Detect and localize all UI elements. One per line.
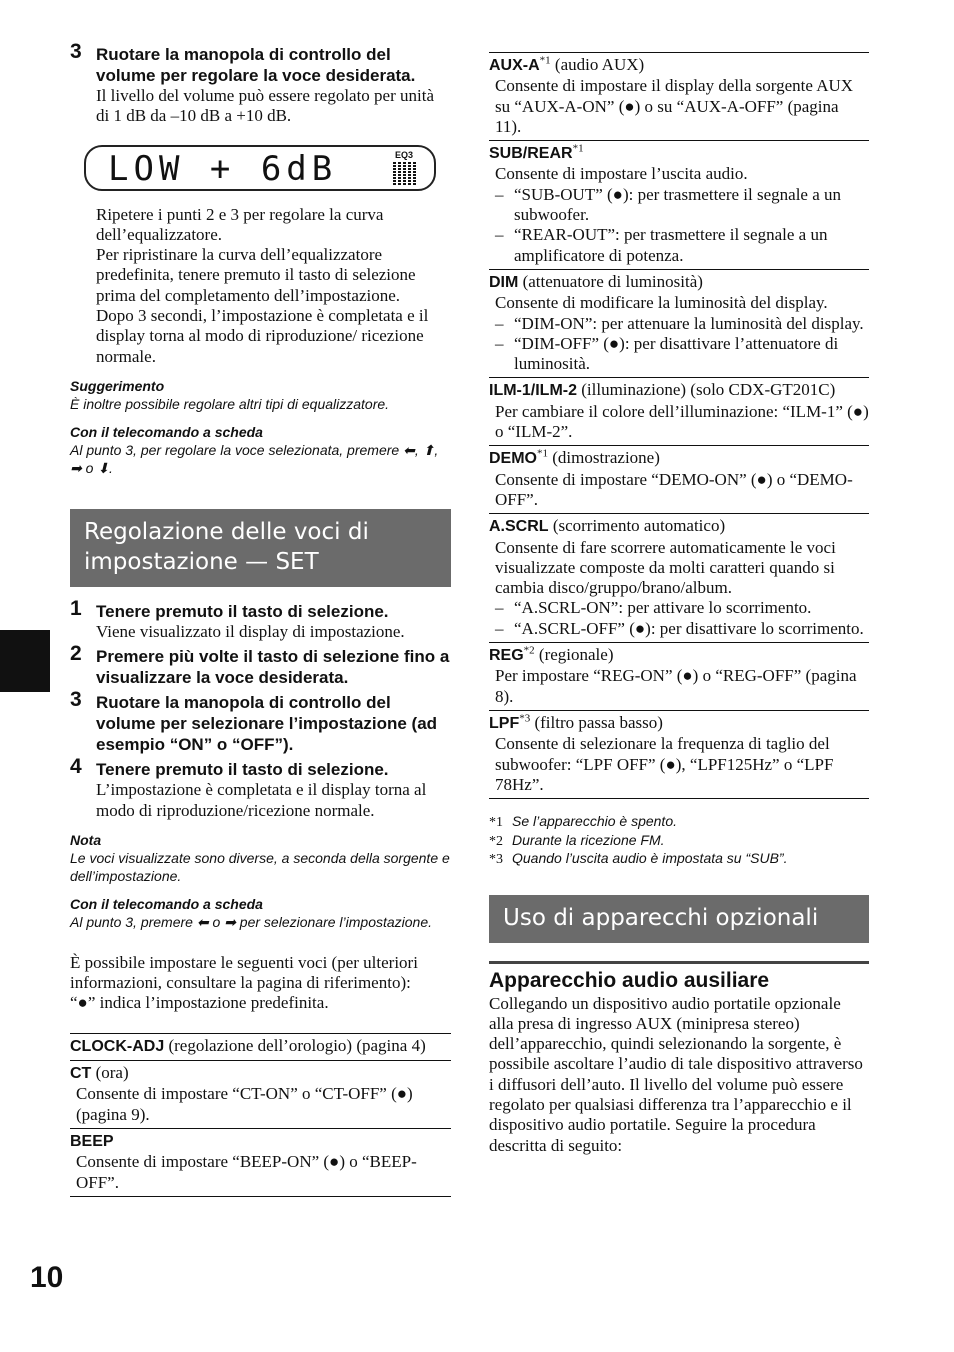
setting-paren: (regolazione dell’orologio) (pagina 4) [168,1035,426,1055]
settings-table-right [489,52,869,799]
settings-row-ct [70,1061,451,1129]
arrow-up-icon: ⬆ [422,441,435,458]
eq-bars-icon [386,162,422,186]
arrow-down-icon: ⬇ [97,459,110,476]
settings-row-aux-a: AUX-$A^{*1}$ (audio AUX) Consente di impostare il display della sorgente AUX su “AUX-A-ON” (●) o su “AUX-A-OFF” (pagina 11). [489,53,869,141]
settings-row-beep [70,1129,451,1197]
remote-body-2: Al punto 3, premere ⬅ o ➡ per selezionare l’impostazione. [70,913,433,930]
setting-term: CLOCK-ADJ [70,1037,165,1055]
arrow-left-icon: ⬅ [196,913,209,930]
footnotes [489,813,869,869]
arrow-left-icon: ⬅ [403,441,415,458]
remote-body: Al punto 3, per regolare la voce selezionata, premere ⬅, ⬆, ➡ o ⬇. [70,441,439,476]
bullet-dot-icon: ● [77,993,88,1013]
set-step-3 [70,688,451,755]
nota-body: Le voci visualizzate sono diverse, a seconda della sorgente e dell’impostazione. [70,849,450,884]
settings-row-ilm: ILM-1/ILM-2 (illuminazione) (solo CDX-GT201C) Per cambiare il colore dell’illuminazione: “ILM-1” (●) o “ILM-2”. [489,378,869,446]
remote-heading-2: Con il telecomando a scheda [70,895,263,912]
tip-body: È inoltre possibile regolare altri tipi di equalizzatore. [70,395,390,412]
bullet-item: – “DIM-ON”: per attenuare la luminosità del display. [495,314,869,334]
step-title: Tenere premuto il tasto di selezione. [96,760,389,780]
step-number: 3 [70,688,82,712]
intro-paragraph: È possibile impostare le seguenti voci (per ulteriori informazioni, consultare la pagina di riferimento): [70,952,418,993]
step-number: 4 [70,755,82,779]
step-body: L’impostazione è completata e il display torna al modo di riproduzione/ricezione normale. [96,780,427,820]
lcd-text: LOW + 6dB [108,148,338,189]
step-title: Ruotare la manopola di controllo del volume per regolare la voce desiderata. [96,45,416,85]
paragraph: Dopo 3 secondi, l’impostazione è completata e il display torna al modo di riproduzione/ ricezione normale. [96,306,429,366]
set-step-4 [70,755,451,821]
settings-row-dim: DIM (attenuatore di luminosità) Consente di modificare la luminosità del display. – “DIM-ON”: per attenuare la luminosità del display. – “DIM-OFF” (●): per disattivare l’attenuatore di luminosità. [489,270,869,378]
aux-paragraph: Collegando un dispositivo audio portatile opzionale alla presa di ingresso AUX (minipresa stereo) dell’apparecchio, quindi selezionando la sorgente, è possibile ascoltare l’audio di tale dispositivo attraverso i diffusori dell’auto. Il livello del volume può essere regolato per qualsiasi differenza tra l’apparecchio e il dispositivo audio portatile. Seguire la procedura descritta di seguito: [489,993,863,1155]
eq-label: EQ3 [394,149,413,160]
settings-row-sub-rear: SUB/REAR$^{*1}$ Consente di impostare l’uscita audio. – “SUB-OUT” (●): per trasmettere il segnale a un subwoofer. – “REAR-OUT”: per trasmettere il segnale a un amplificatore di potenza. [489,141,869,270]
setting-term: CT [70,1065,92,1083]
bullet-item: – “SUB-OUT” (●): per trasmettere il segnale a un subwoofer. [495,185,869,226]
footnote: *2 Durante la ricezione FM. [489,831,665,849]
step-number: 1 [70,596,82,620]
settings-row-reg: REG$^{*2}$ (regionale) Per impostare “REG-ON” (●) o “REG-OFF” (pagina 8). [489,643,869,711]
setting-paren: (ora) [95,1063,129,1083]
nota-heading: Nota [70,831,102,848]
bullet-item: – “A.SCRL-ON”: per attivare lo scorrimento. [495,598,869,618]
paragraph: Ripetere i punti 2 e 3 per regolare la curva dell’equalizzatore. [96,204,384,244]
left-column [70,40,451,1197]
settings-row-clock-adj [70,1034,451,1061]
step-title: Tenere premuto il tasto di selezione. [96,601,389,621]
section-banner-set: Regolazione delle voci di impostazione — SET [70,509,451,587]
settings-table-left [70,1033,451,1197]
section-tab-marker [0,630,50,692]
footnote: *3 Quando l’uscita audio è impostata su “SUB”. [489,850,788,868]
bullet-item: – “A.SCRL-OFF” (●): per disattivare lo scorrimento. [495,619,869,639]
remote-heading: Con il telecomando a scheda [70,423,263,440]
step-number: 3 [70,40,82,63]
setting-desc: Consente di impostare “BEEP-ON” (●) o “BEEP-OFF”. [76,1152,417,1192]
set-step-2 [70,642,451,688]
bullet-item: – “REAR-OUT”: per trasmettere il segnale a un amplificatore di potenza. [495,225,869,266]
default-note: “●” indica l’impostazione predefinita. [70,993,329,1013]
eq-indicator [386,150,422,186]
page-number: 10 [30,1261,64,1294]
step-title: Ruotare la manopola di controllo del volume per selezionare l’impostazione (ad esempio “ON” o “OFF”). [96,693,438,755]
step-3-equalizer [70,40,451,127]
right-column [489,52,869,1156]
footnote: *1 Se l’apparecchio è spento. [489,813,677,831]
lcd-display-illustration [84,145,436,191]
section-banner-optional: Uso di apparecchi opzionali [489,895,869,943]
step-body: Viene visualizzato il display di impostazione. [96,621,405,641]
after-lcd-text [70,205,451,367]
settings-row-lpf: LPF$^{*3}$ (filtro passa basso) Consente di selezionare la frequenza di taglio del subwoofer: “LPF OFF” (●), “LPF125Hz” o “LPF 78Hz”. [489,711,869,799]
subheading-rule [489,961,869,994]
arrow-right-icon: ➡ [70,459,82,476]
settings-row-demo: DEMO$^{*1}$ (dimostrazione) Consente di impostare “DEMO-ON” (●) o “DEMO-OFF”. [489,446,869,514]
subheading-aux: Apparecchio audio ausiliare [489,968,770,992]
setting-desc: Consente di impostare “CT-ON” o “CT-OFF” (●) (pagina 9). [76,1084,413,1124]
paragraph: Per ripristinare la curva dell’equalizzatore predefinita, tenere premuto il tasto di selezione prima del completamento dell’impostazione. [96,245,416,305]
arrow-right-icon: ➡ [224,913,236,930]
setting-term: BEEP [70,1132,114,1150]
step-body: Il livello del volume può essere regolato per unità di 1 dB da –10 dB a +10 dB. [96,86,435,126]
step-number: 2 [70,642,82,666]
set-step-1 [70,596,451,642]
tip-heading: Suggerimento [70,377,165,394]
step-title: Premere più volte il tasto di selezione fino a visualizzare la voce desiderata. [96,647,450,688]
settings-row-a-scrl: A.SCRL (scorrimento automatico) Consente di fare scorrere automaticamente le voci visualizzate composte da molti caratteri quando si cambia disco/gruppo/brano/album. – “A.SCRL-ON”: per attivare lo scorrimento. – “A.SCRL-OFF” (●): per disattivare lo scorrimento. [489,514,869,643]
bullet-item: – “DIM-OFF” (●): per disattivare l’attenuatore di luminosità. [495,334,869,375]
